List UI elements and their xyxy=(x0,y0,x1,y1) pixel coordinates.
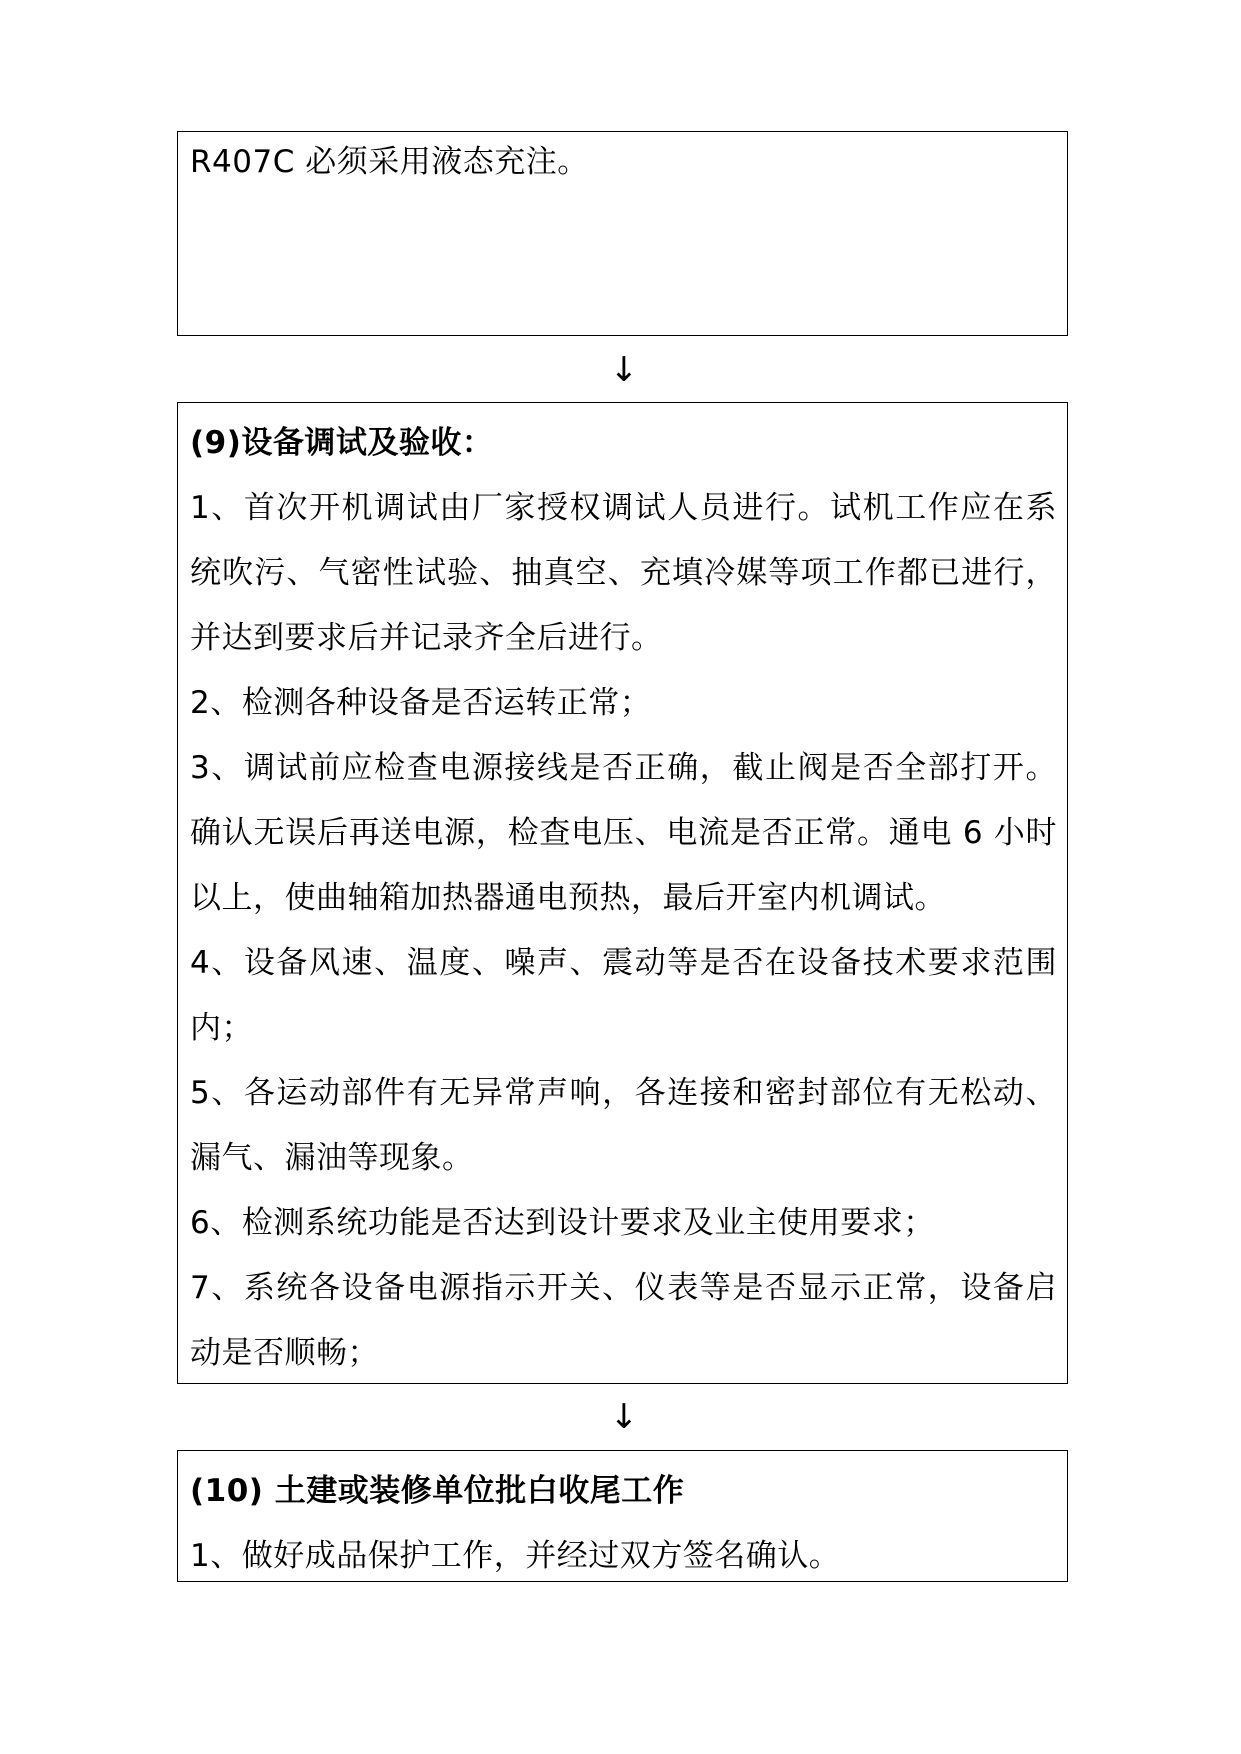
step-heading: (10) 土建或装修单位批白收尾工作 xyxy=(190,1473,685,1509)
list-item: 1、首次开机调试由厂家授权调试人员进行。试机工作应在系统吹污、气密性试验、抽真空、充填冷媒等项工作都已进行，并达到要求后并记录齐全后进行。 xyxy=(190,490,1057,656)
list-item: 4、设备风速、温度、噪声、震动等是否在设备技术要求范围内； xyxy=(190,945,1057,1046)
flow-arrow-down-icon: ↓ xyxy=(609,350,639,390)
list-item: 7、系统各设备电源指示开关、仪表等是否显示正常，设备启动是否顺畅； xyxy=(190,1270,1057,1371)
step-heading: (9)设备调试及验收： xyxy=(190,425,494,461)
list-item: 3、调试前应检查电源接线是否正确，截止阀是否全部打开。确认无误后再送电源，检查电压、电流是否正常。通电 6 小时以上，使曲轴箱加热器通电预热，最后开室内机调试。 xyxy=(190,750,1057,916)
list-item: 6、检测系统功能是否达到设计要求及业主使用要求； xyxy=(190,1205,935,1241)
flow-arrow-down-icon: ↓ xyxy=(609,1397,639,1437)
refrigerant-note-box xyxy=(177,131,1068,336)
refrigerant-note-text: R407C 必须采用液态充注。 xyxy=(190,144,589,180)
commissioning-step-box xyxy=(177,402,1068,1384)
list-item: 5、各运动部件有无异常声响，各连接和密封部位有无松动、漏气、漏油等现象。 xyxy=(190,1075,1057,1176)
list-item: 1、做好成品保护工作，并经过双方签名确认。 xyxy=(190,1538,841,1574)
finishing-step-box xyxy=(177,1450,1068,1582)
list-item: 2、检测各种设备是否运转正常； xyxy=(190,685,652,721)
